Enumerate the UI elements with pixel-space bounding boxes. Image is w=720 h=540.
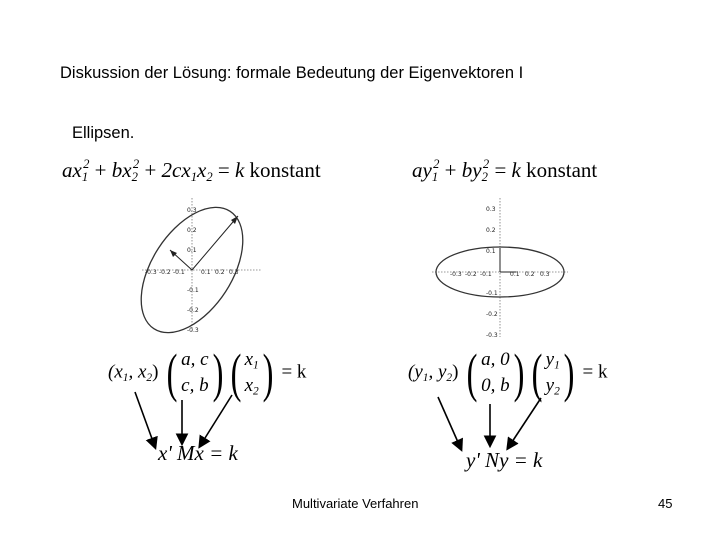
right-y-tick-label: 0.1	[486, 248, 496, 255]
left-y-tick-label: 0.1	[187, 247, 197, 254]
right-x-tick-label: -0.3	[450, 271, 462, 278]
right-y-tick-label: 0.2	[486, 227, 496, 234]
right-ellipse-equation: $ay_1^2 + by_2^2 = k$ konstant	[412, 156, 598, 184]
right-y-tick-label: 0.3	[486, 206, 496, 213]
left-y-tick-label: -0.2	[187, 307, 199, 314]
slide-footer: Multivariate Verfahren	[292, 496, 419, 511]
left-x-tick-label: -0.3	[145, 269, 157, 276]
left-matrix-equation: ($x_1$, $x_2$) ( a, c c, b ) ( $x_1$ $x_2$ ) = k	[108, 343, 307, 403]
right-y-tick-label: -0.2	[486, 311, 498, 318]
page-number: 45	[658, 496, 673, 511]
left-x-tick-label: 0.3	[229, 269, 239, 276]
left-quadratic-form: x' Mx = k	[158, 441, 238, 465]
left-x-tick-label: 0.2	[215, 269, 225, 276]
right-matrix-equation: ($y_1$, $y_2$) ( a, 0 0, b ) ( $y_1$ $y_2$ ) = k	[408, 343, 608, 403]
right-quadratic-form: y' Ny = k	[466, 448, 543, 472]
slide-title: Diskussion der Lösung: formale Bedeutung der Eigenvektoren I	[60, 64, 524, 82]
left-ellipse-equation: $ax_1^2 + bx_2^2 + 2cx_1x_2 = k$ konstant	[62, 156, 321, 184]
left-y-tick-label: -0.1	[187, 287, 199, 294]
right-x-tick-label: 0.2	[525, 271, 535, 278]
slide-subtitle: Ellipsen.	[72, 124, 135, 142]
right-x-tick-label: -0.1	[480, 271, 492, 278]
left-x-tick-label: -0.2	[159, 269, 171, 276]
left-x-tick-label: 0.1	[201, 269, 211, 276]
right-y-tick-label: -0.1	[486, 290, 498, 297]
right-x-tick-label: 0.3	[540, 271, 550, 278]
left-x-tick-label: -0.1	[173, 269, 185, 276]
right-y-tick-label: -0.3	[486, 332, 498, 339]
left-y-tick-label: -0.3	[187, 327, 199, 334]
right-x-tick-label: -0.2	[465, 271, 477, 278]
right-x-tick-label: 0.1	[510, 271, 520, 278]
left-y-tick-label: 0.2	[187, 227, 197, 234]
left-y-tick-label: 0.3	[187, 207, 197, 214]
